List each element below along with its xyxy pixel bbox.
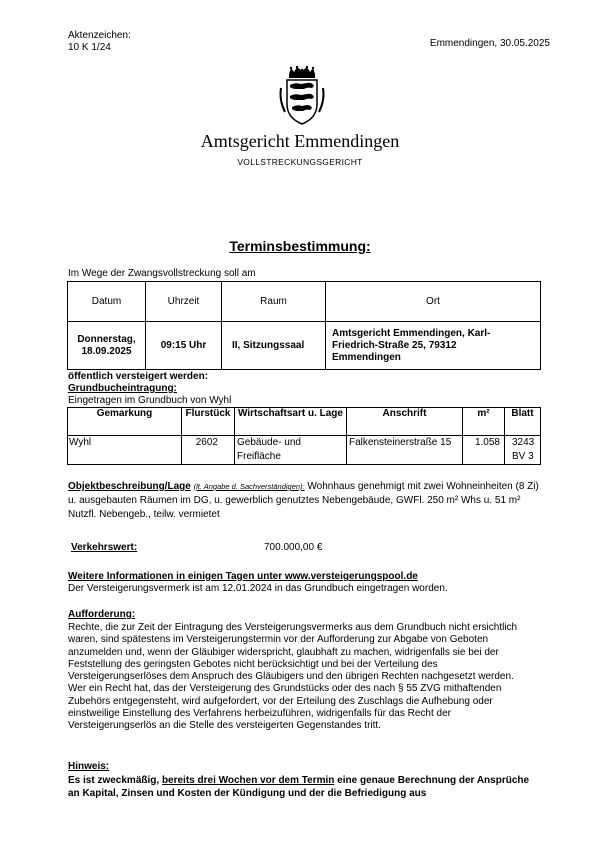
gb-gemarkung: Wyhl xyxy=(68,436,182,465)
gb-header-flurstueck: Flurstück xyxy=(182,408,235,436)
schedule-date xyxy=(68,322,146,370)
schedule-room: II, Sitzungssaal xyxy=(222,322,326,370)
info-heading: Weitere Informationen in einigen Tagen unter www.versteigerungspool.de xyxy=(68,571,418,582)
schedule-value-row xyxy=(68,322,541,370)
aufforderung-text xyxy=(68,622,538,733)
aufforderung-paragraph-2: Wer ein Recht hat, das der Versteigerung des Grundstücks oder des nach § 55 ZVG mithaftenden Zubehörs entgegensteht, wird aufgefordert, vor der Erteilung des Zuschlags die Aufhebung oder einstweilige Einstellung des Verfahrens herbeizuführen, widrigenfalls für das Recht der Versteigerungserlös an die Stelle des versteigerten Gegenstandes tritt. xyxy=(68,683,502,732)
object-description xyxy=(68,480,548,522)
case-label: Aktenzeichen: xyxy=(68,30,131,41)
hinweis-text xyxy=(68,774,538,800)
gb-header-m2: m² xyxy=(463,408,505,436)
header-raum: Raum xyxy=(222,282,326,322)
object-note: (lt. Angabe d. Sachverständigen): xyxy=(193,482,305,491)
gb-header-blatt: Blatt xyxy=(505,408,541,436)
court-department: VOLLSTRECKUNGSGERICHT xyxy=(237,157,363,167)
gb-flurstueck: 2602 xyxy=(182,436,235,465)
value-amount: 700.000,00 € xyxy=(264,542,323,553)
hinweis-heading: Hinweis: xyxy=(68,761,110,772)
schedule-weekday: Donnerstag, xyxy=(77,333,136,345)
gb-blatt-number: 3243 xyxy=(512,437,535,448)
header-uhrzeit: Uhrzeit xyxy=(146,282,222,322)
aufforderung-heading: Aufforderung: xyxy=(68,609,136,620)
intro-text: Im Wege der Zwangsvollstreckung soll am xyxy=(68,268,256,279)
gb-header-gemarkung: Gemarkung xyxy=(68,408,182,436)
info-text: Der Versteigerungsvermerk ist am 12.01.2024 in das Grundbuch eingetragen worden. xyxy=(68,583,448,594)
case-reference xyxy=(68,30,188,54)
schedule-time: 09:15 Uhr xyxy=(146,322,222,370)
hinweis-text-a: Es ist zweckmäßig, xyxy=(68,775,162,786)
hinweis-text-c: eine genaue Berechnung der Ansprüche an Kapital, Zinsen und Kosten der Kündigung und der die Befriedigung aus xyxy=(68,775,530,799)
gb-blatt xyxy=(505,436,541,465)
value-label: Verkehrswert: xyxy=(71,542,138,553)
schedule-header-row xyxy=(68,282,541,322)
grundbuch-table xyxy=(67,407,541,465)
gb-anschrift: Falkensteinerstraße 15 xyxy=(347,436,463,465)
gb-header-wirtschaftsart: Wirtschaftsart u. Lage xyxy=(235,408,347,436)
coat-of-arms-icon xyxy=(277,66,327,126)
place-date: Emmendingen, 30.05.2025 xyxy=(429,38,550,49)
gb-m2: 1.058 xyxy=(463,436,505,465)
auction-line: öffentlich versteigert werden: xyxy=(68,371,209,382)
gb-header-anschrift: Anschrift xyxy=(347,408,463,436)
document-title: Terminsbestimmung: xyxy=(229,238,371,254)
schedule-table xyxy=(67,281,541,370)
header-datum: Datum xyxy=(68,282,146,322)
schedule-date-value: 18.09.2025 xyxy=(81,345,132,357)
gb-blatt-bv: BV 3 xyxy=(512,451,534,462)
gb-wirtschaftsart: Gebäude- und Freifläche xyxy=(235,436,347,465)
aufforderung-paragraph-1: Rechte, die zur Zeit der Eintragung des Versteigerungsvermerks aus dem Grundbuch nicht ersichtlich waren, sind spätestens im Versteigerungstermin vor der Aufforderung zur Abgabe von Geboten anzumelden und, wenn der Gläubiger widerspricht, glaubhaft zu machen, widrigenfalls sie bei der Feststellung des geringsten Gebotes nicht berücksichtigt und bei der Verteilung des Versteigerungserlöses dem Anspruch des Gläubigers und den übrigen Rechten nachgesetzt werden. xyxy=(68,622,518,683)
court-name: Amtsgericht Emmendingen xyxy=(200,131,400,151)
grundbuch-text: Eingetragen im Grundbuch von Wyhl xyxy=(68,395,232,406)
grundbuch-data-row xyxy=(68,436,541,465)
grundbuch-header-row xyxy=(68,408,541,436)
hinweis-text-emphasis: bereits drei Wochen vor dem Termin xyxy=(161,775,335,786)
header-ort: Ort xyxy=(326,282,541,322)
object-text: Wohnhaus genehmigt mit zwei Wohneinheiten (8 Zi) u. ausgebauten Räumen im DG, u. gewerblich genutztes Nebengebäude, GWFl. 250 m² Whs u. 51 m² Nutzfl. Nebengeb., teilw. vermietet xyxy=(68,481,539,520)
object-heading: Objektbeschreibung/Lage xyxy=(68,481,191,492)
schedule-location: Amtsgericht Emmendingen, Karl-Friedrich-Straße 25, 79312 Emmendingen xyxy=(326,322,541,370)
grundbuch-heading: Grundbucheintragung: xyxy=(68,383,177,394)
case-number: 10 K 1/24 xyxy=(68,42,111,53)
